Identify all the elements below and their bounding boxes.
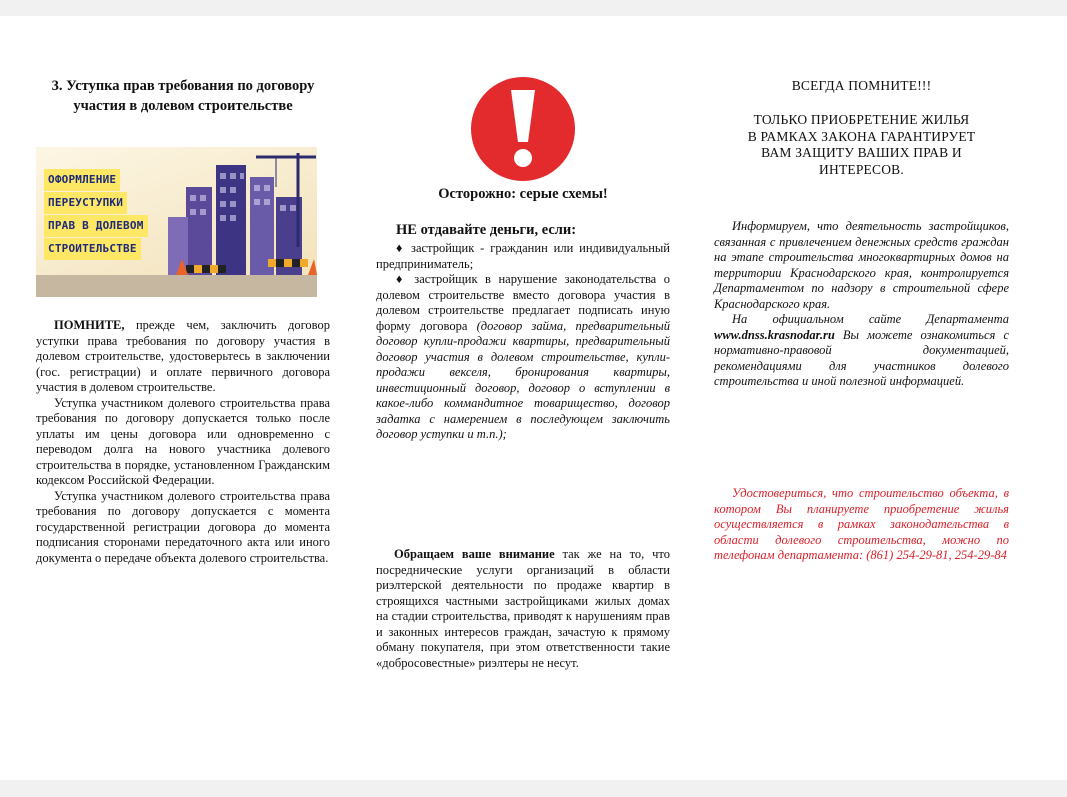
banner-line: ОФОРМЛЕНИЕ [44,169,120,191]
paragraph: Удостовериться, что строительство объекта, в котором Вы планируете приобретение жилья осуществляется в рамках законодательства в области долевого строительства, можно по телефонам департамента: (861) 254-29-81, 254-29-84 [714,486,1009,562]
left-body-text [36,318,330,566]
guarantee-line: ИНТЕРЕСОВ. [819,161,904,177]
section-heading: 3. Уступка прав требования по договору участия в долевом строительстве [51,78,315,114]
paragraph: Уступка участником долевого строительства права требования по договору допускается с момента государственной регистрации договора до момента подписания сторонами передаточного акта или иного документа о передаче объекта долевого строительства. [36,488,330,565]
paragraph-text: Вы можете ознакомиться с нормативно-правовой документацией, рекомендациями для участников долевого строительства и иной полезной информацией. [714,327,1009,388]
guarantee-line: В РАМКАХ ЗАКОНА ГАРАНТИРУЕТ [747,128,976,144]
banner-line: ПЕРЕУСТУПКИ [44,192,127,214]
warning-list [376,241,670,443]
guarantee-line: ТОЛЬКО ПРИОБРЕТЕНИЕ ЖИЛЬЯ [753,112,970,127]
banner-text [44,169,194,261]
paragraph [376,547,670,671]
paragraph [714,312,1009,390]
banner-line: ПРАВ В ДОЛЕВОМ [44,215,148,237]
info-text [714,219,1009,390]
remember-label: ПОМНИТЕ, [54,318,125,332]
list-item-text: застройщик - гражданин или индивидуальный предприниматель; [376,241,670,271]
verify-contact-text [714,486,1009,564]
brochure-page [0,16,1067,780]
dont-pay-heading: НЕ отдавайте деньги, если: [396,222,577,238]
exclamation-circle-icon [470,76,576,182]
paragraph [36,318,330,396]
list-item [376,241,670,272]
list-item-italic: (договор займа, предварительный договор купли-продажи квартиры, предварительный договор участия в долевом строительстве, купли-продажи векселя, бронирования квартиры, инвестиционный договор, договор о вступлении в какое-либо коммандитное товарищество, договор задатка с намерением в последующем заключить договор уступки и т.п.); [376,318,670,441]
list-item [376,272,670,443]
bullet-icon: ♦ [396,241,406,255]
guarantee-line: ВАМ ЗАЩИТУ ВАШИХ ПРАВ И [761,145,962,160]
banner-line: СТРОИТЕЛЬСТВЕ [44,238,141,260]
website-link[interactable]: www.dnss.krasnodar.ru [714,327,835,342]
banner-image [36,147,317,297]
guarantee-heading [714,112,1009,178]
always-remember-heading: ВСЕГДА ПОМНИТЕ!!! [791,78,932,93]
list-item-text: застройщик в нарушение законодательства о долевом строительстве вместо договора участия в долевом строительстве предлагает подписать иную форму договора [376,272,670,333]
attention-label: Обращаем ваше внимание [394,547,555,561]
paragraph: Информируем, что деятельность застройщиков, связанная с привлечением денежных средств граждан на этапе строительства многоквартирных домов на территории Краснодарского края, контролируется Департаментом по надзору в строительной сфере Краснодарского края. [714,219,1009,311]
paragraph-text: На официальном сайте Департамента [732,312,1009,326]
paragraph-text: прежде чем, заключить договор уступки права требования по договору участия в долевом строительстве, удостоверьтесь в заключении (гос. регистрации) и оплате первичного договора участия в долевом строительстве. [36,318,330,394]
paragraph-text: так же на то, что посреднические услуги организаций в области риэлтерской деятельности по продаже квартир в строящихся частными застройщиками жилых домах на стадии строительства, приводят к нарушениям прав и законных интересов граждан, зачастую к прямому обману покупателя, при этом ответственности такие «добросовестные» риэлтеры не несут. [376,547,670,670]
caution-title: Осторожно: серые схемы! [438,186,608,202]
paragraph: Уступка участником долевого строительства права требования по договору допускается только после уплаты им цены договора или одновременно с переводом долга на нового участника долевого строительства в порядке, установленном Гражданским кодексом Российской Федерации. [36,395,330,487]
attention-paragraph [376,547,670,671]
bullet-icon: ♦ [396,272,407,286]
